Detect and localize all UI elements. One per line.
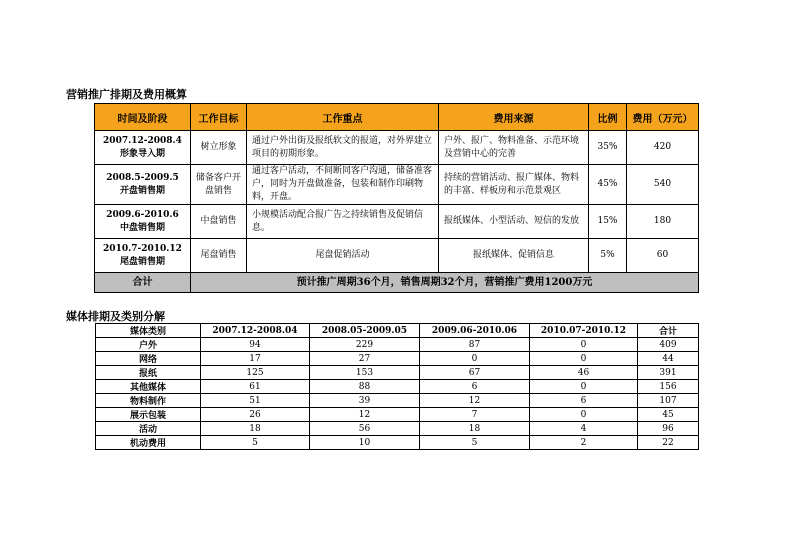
goal-cell: 储备客户开盘销售	[191, 165, 247, 205]
media-value: 0	[530, 352, 638, 366]
media-value: 88	[310, 380, 420, 394]
media-header-cell: 2009.06-2010.06	[420, 324, 530, 338]
media-header-cell: 2007.12-2008.04	[201, 324, 310, 338]
source-cell: 报纸媒体、促销信息	[439, 239, 589, 273]
plan-header-cell: 时间及阶段	[95, 104, 191, 131]
media-value: 39	[310, 394, 420, 408]
table-row	[96, 380, 699, 394]
media-value: 51	[201, 394, 310, 408]
media-value: 18	[201, 422, 310, 436]
media-value: 12	[310, 408, 420, 422]
table-row	[95, 165, 699, 205]
plan-header-row	[95, 104, 699, 131]
media-header-cell: 媒体类别	[96, 324, 201, 338]
media-header-cell: 2008.05-2009.05	[310, 324, 420, 338]
media-value: 0	[530, 338, 638, 352]
plan-table-title: 营销推广排期及费用概算	[66, 88, 187, 101]
table-row	[96, 436, 699, 450]
table-row	[96, 338, 699, 352]
media-value: 5	[420, 436, 530, 450]
focus-cell: 通过客户活动，不间断同客户沟通，储备准客户，同时为开盘做准备，包装和制作印刷物料，开盘。	[247, 165, 439, 205]
media-total: 22	[638, 436, 699, 450]
media-category: 报纸	[96, 366, 201, 380]
phase-cell	[95, 239, 191, 273]
total-label: 合计	[95, 273, 191, 293]
media-value: 7	[420, 408, 530, 422]
media-breakdown-table	[95, 323, 699, 450]
media-value: 87	[420, 338, 530, 352]
goal-cell: 树立形象	[191, 131, 247, 165]
table-row	[96, 366, 699, 380]
table-row	[95, 239, 699, 273]
media-category: 展示包装	[96, 408, 201, 422]
media-table-title: 媒体排期及类别分解	[66, 310, 165, 323]
media-value: 0	[420, 352, 530, 366]
cost-cell: 180	[627, 205, 699, 239]
source-cell: 报纸媒体、小型活动、短信的发放	[439, 205, 589, 239]
media-value: 0	[530, 408, 638, 422]
media-value: 229	[310, 338, 420, 352]
media-value: 0	[530, 380, 638, 394]
media-category: 户外	[96, 338, 201, 352]
media-value: 46	[530, 366, 638, 380]
media-category: 物料制作	[96, 394, 201, 408]
media-value: 18	[420, 422, 530, 436]
media-value: 153	[310, 366, 420, 380]
table-row	[95, 131, 699, 165]
plan-header-cell: 工作重点	[247, 104, 439, 131]
phase-name: 形象导入期	[119, 148, 165, 159]
media-header-cell: 合计	[638, 324, 699, 338]
media-value: 4	[530, 422, 638, 436]
marketing-schedule-table	[94, 103, 699, 293]
phase-name: 开盘销售期	[119, 185, 165, 196]
media-category: 活动	[96, 422, 201, 436]
cost-cell: 540	[627, 165, 699, 205]
plan-total-row	[95, 273, 699, 293]
table-row	[95, 205, 699, 239]
media-value: 17	[201, 352, 310, 366]
media-category: 其他媒体	[96, 380, 201, 394]
cost-cell: 420	[627, 131, 699, 165]
table-row	[96, 352, 699, 366]
phase-cell	[95, 205, 191, 239]
media-value: 10	[310, 436, 420, 450]
plan-header-cell: 工作目标	[191, 104, 247, 131]
total-summary: 预计推广周期36个月，销售周期32个月，营销推广费用1200万元	[191, 273, 699, 293]
plan-header-cell: 比例	[589, 104, 627, 131]
media-value: 27	[310, 352, 420, 366]
media-total: 409	[638, 338, 699, 352]
media-total: 107	[638, 394, 699, 408]
focus-cell: 尾盘促销活动	[247, 239, 439, 273]
focus-cell: 通过户外出街及报纸软文的报道，对外界建立项目的初期形象。	[247, 131, 439, 165]
ratio-cell: 45%	[589, 165, 627, 205]
media-header-row	[96, 324, 699, 338]
focus-cell: 小规模活动配合报广告之持续销售及促销信息。	[247, 205, 439, 239]
media-header-cell: 2010.07-2010.12	[530, 324, 638, 338]
media-value: 2	[530, 436, 638, 450]
media-category: 网络	[96, 352, 201, 366]
media-value: 6	[420, 380, 530, 394]
goal-cell: 中盘销售	[191, 205, 247, 239]
media-value: 6	[530, 394, 638, 408]
cost-cell: 60	[627, 239, 699, 273]
media-total: 96	[638, 422, 699, 436]
table-row	[96, 422, 699, 436]
media-value: 56	[310, 422, 420, 436]
ratio-cell: 35%	[589, 131, 627, 165]
media-value: 5	[201, 436, 310, 450]
table-row	[96, 394, 699, 408]
phase-period: 2007.12-2008.4	[103, 135, 182, 146]
phase-cell	[95, 131, 191, 165]
phase-period: 2008.5-2009.5	[106, 172, 179, 183]
media-total: 45	[638, 408, 699, 422]
plan-header-cell: 费用来源	[439, 104, 589, 131]
media-total: 44	[638, 352, 699, 366]
phase-cell	[95, 165, 191, 205]
phase-name: 中盘销售期	[119, 222, 165, 233]
plan-header-cell: 费用（万元）	[627, 104, 699, 131]
media-value: 12	[420, 394, 530, 408]
media-total: 391	[638, 366, 699, 380]
media-value: 125	[201, 366, 310, 380]
media-value: 94	[201, 338, 310, 352]
phase-name: 尾盘销售期	[119, 256, 165, 267]
ratio-cell: 15%	[589, 205, 627, 239]
media-total: 156	[638, 380, 699, 394]
media-value: 26	[201, 408, 310, 422]
phase-period: 2009.6-2010.6	[106, 209, 179, 220]
table-row	[96, 408, 699, 422]
ratio-cell: 5%	[589, 239, 627, 273]
source-cell: 持续的营销活动、报广媒体、物料的丰富、样板房和示范景观区	[439, 165, 589, 205]
goal-cell: 尾盘销售	[191, 239, 247, 273]
source-cell: 户外、报广、物料准备、示范环境及营销中心的完善	[439, 131, 589, 165]
media-category: 机动费用	[96, 436, 201, 450]
phase-period: 2010.7-2010.12	[103, 243, 182, 254]
media-value: 67	[420, 366, 530, 380]
media-value: 61	[201, 380, 310, 394]
